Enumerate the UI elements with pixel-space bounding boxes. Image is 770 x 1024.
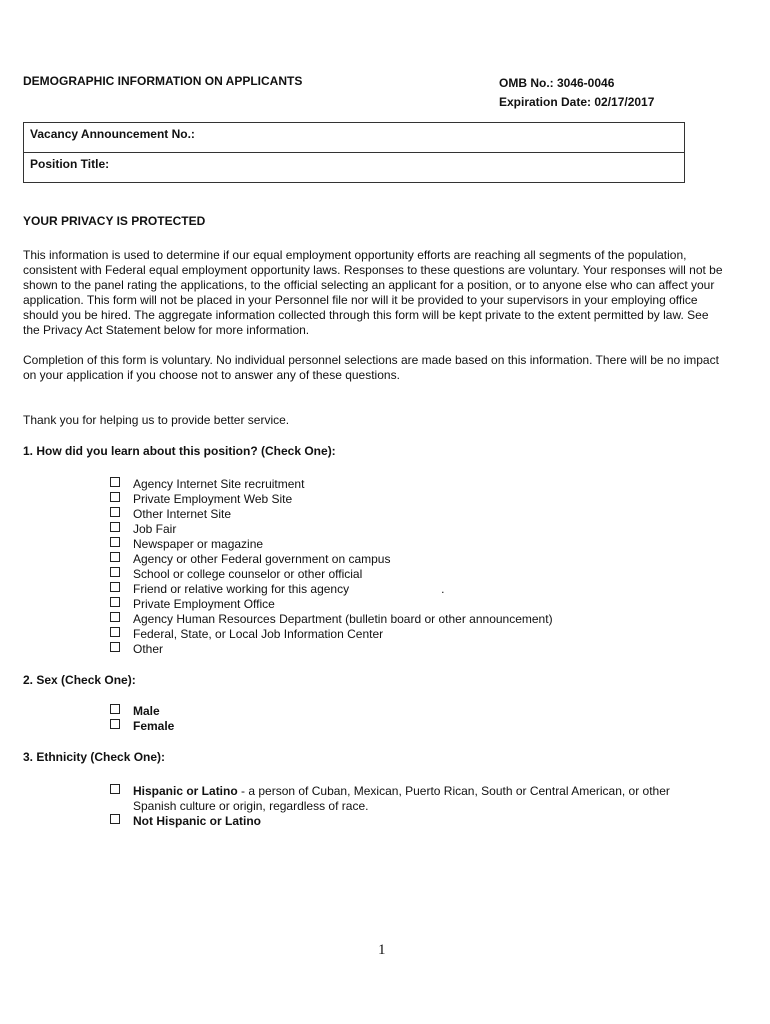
checkbox[interactable] (110, 597, 120, 607)
q1-option[interactable]: Agency Internet Site recruitment (110, 477, 553, 492)
expiration-date: Expiration Date: 02/17/2017 (499, 95, 655, 109)
q3-options-list (110, 784, 710, 829)
checkbox[interactable] (110, 582, 120, 592)
position-title-field[interactable] (24, 153, 684, 183)
checkbox[interactable] (110, 537, 120, 547)
checkbox[interactable] (110, 719, 120, 729)
q1-option[interactable]: Other (110, 642, 553, 657)
q3-option-not-hispanic[interactable]: Not Hispanic or Latino (110, 814, 710, 829)
hispanic-description: - a person of Cuban, Mexican, Puerto Rican, South or Central American, or other Spanish culture or origin, regardless of race. (133, 784, 670, 813)
checkbox[interactable] (110, 612, 120, 622)
checkbox[interactable] (110, 627, 120, 637)
q1-option[interactable]: Private Employment Office (110, 597, 553, 612)
privacy-paragraph-2: Completion of this form is voluntary. No individual personnel selections are made based on this information. There will be no impact on your application if you choose not to answer any of these questions. (23, 353, 719, 382)
q2-option-female[interactable]: Female (110, 719, 174, 734)
question-2: 2. Sex (Check One): (23, 673, 136, 687)
checkbox[interactable] (110, 477, 120, 487)
question-3: 3. Ethnicity (Check One): (23, 750, 166, 764)
q3-option-hispanic[interactable] (110, 784, 710, 814)
q1-option[interactable]: Other Internet Site (110, 507, 553, 522)
vacancy-announcement-field[interactable] (24, 123, 684, 153)
q2-options-list (110, 704, 174, 734)
q1-option[interactable]: Newspaper or magazine (110, 537, 553, 552)
q1-option[interactable]: Job Fair (110, 522, 553, 537)
q1-option[interactable]: Federal, State, or Local Job Information Center (110, 627, 553, 642)
q1-option[interactable]: School or college counselor or other official (110, 567, 553, 582)
position-title-label: Position Title: (30, 157, 110, 171)
form-title: DEMOGRAPHIC INFORMATION ON APPLICANTS (23, 74, 303, 88)
question-1: 1. How did you learn about this position? (Check One): (23, 444, 336, 458)
q1-option[interactable]: Agency Human Resources Department (bulletin board or other announcement) (110, 612, 553, 627)
omb-number: OMB No.: 3046-0046 (499, 76, 615, 90)
privacy-paragraph-1: This information is used to determine if our equal employment opportunity efforts are reaching all segments of the population, consistent with Federal equal employment opportunity laws. Responses to these questions are voluntary. Your responses will not be shown to the panel rating the applications, to the official selecting an applicant for a position, or to anyone else who can affect your application. This form will not be placed in your Personnel file nor will it be provided to your supervisors in your employing office should you be hired. The aggregate information collected through this form will be kept private to the extent permitted by law. See the Privacy Act Statement below for more information. (23, 248, 723, 337)
vacancy-announcement-label: Vacancy Announcement No.: (30, 127, 195, 141)
checkbox[interactable] (110, 492, 120, 502)
hispanic-label: Hispanic or Latino (133, 784, 238, 798)
trailing-dot: . (441, 582, 445, 596)
checkbox[interactable] (110, 567, 120, 577)
privacy-heading: YOUR PRIVACY IS PROTECTED (23, 214, 206, 228)
checkbox[interactable] (110, 642, 120, 652)
checkbox[interactable] (110, 704, 120, 714)
q1-options-list (110, 477, 553, 657)
checkbox[interactable] (110, 507, 120, 517)
q2-option-male[interactable]: Male (110, 704, 174, 719)
checkbox[interactable] (110, 552, 120, 562)
q1-option[interactable]: Friend or relative working for this agency . (110, 582, 553, 597)
page-number: 1 (378, 942, 386, 958)
q1-option[interactable]: Agency or other Federal government on campus (110, 552, 553, 567)
vacancy-info-box (23, 122, 685, 183)
checkbox[interactable] (110, 814, 120, 824)
checkbox[interactable] (110, 522, 120, 532)
q1-option[interactable]: Private Employment Web Site (110, 492, 553, 507)
checkbox[interactable] (110, 784, 120, 794)
omb-block (499, 74, 654, 112)
thanks-text: Thank you for helping us to provide better service. (23, 413, 290, 427)
